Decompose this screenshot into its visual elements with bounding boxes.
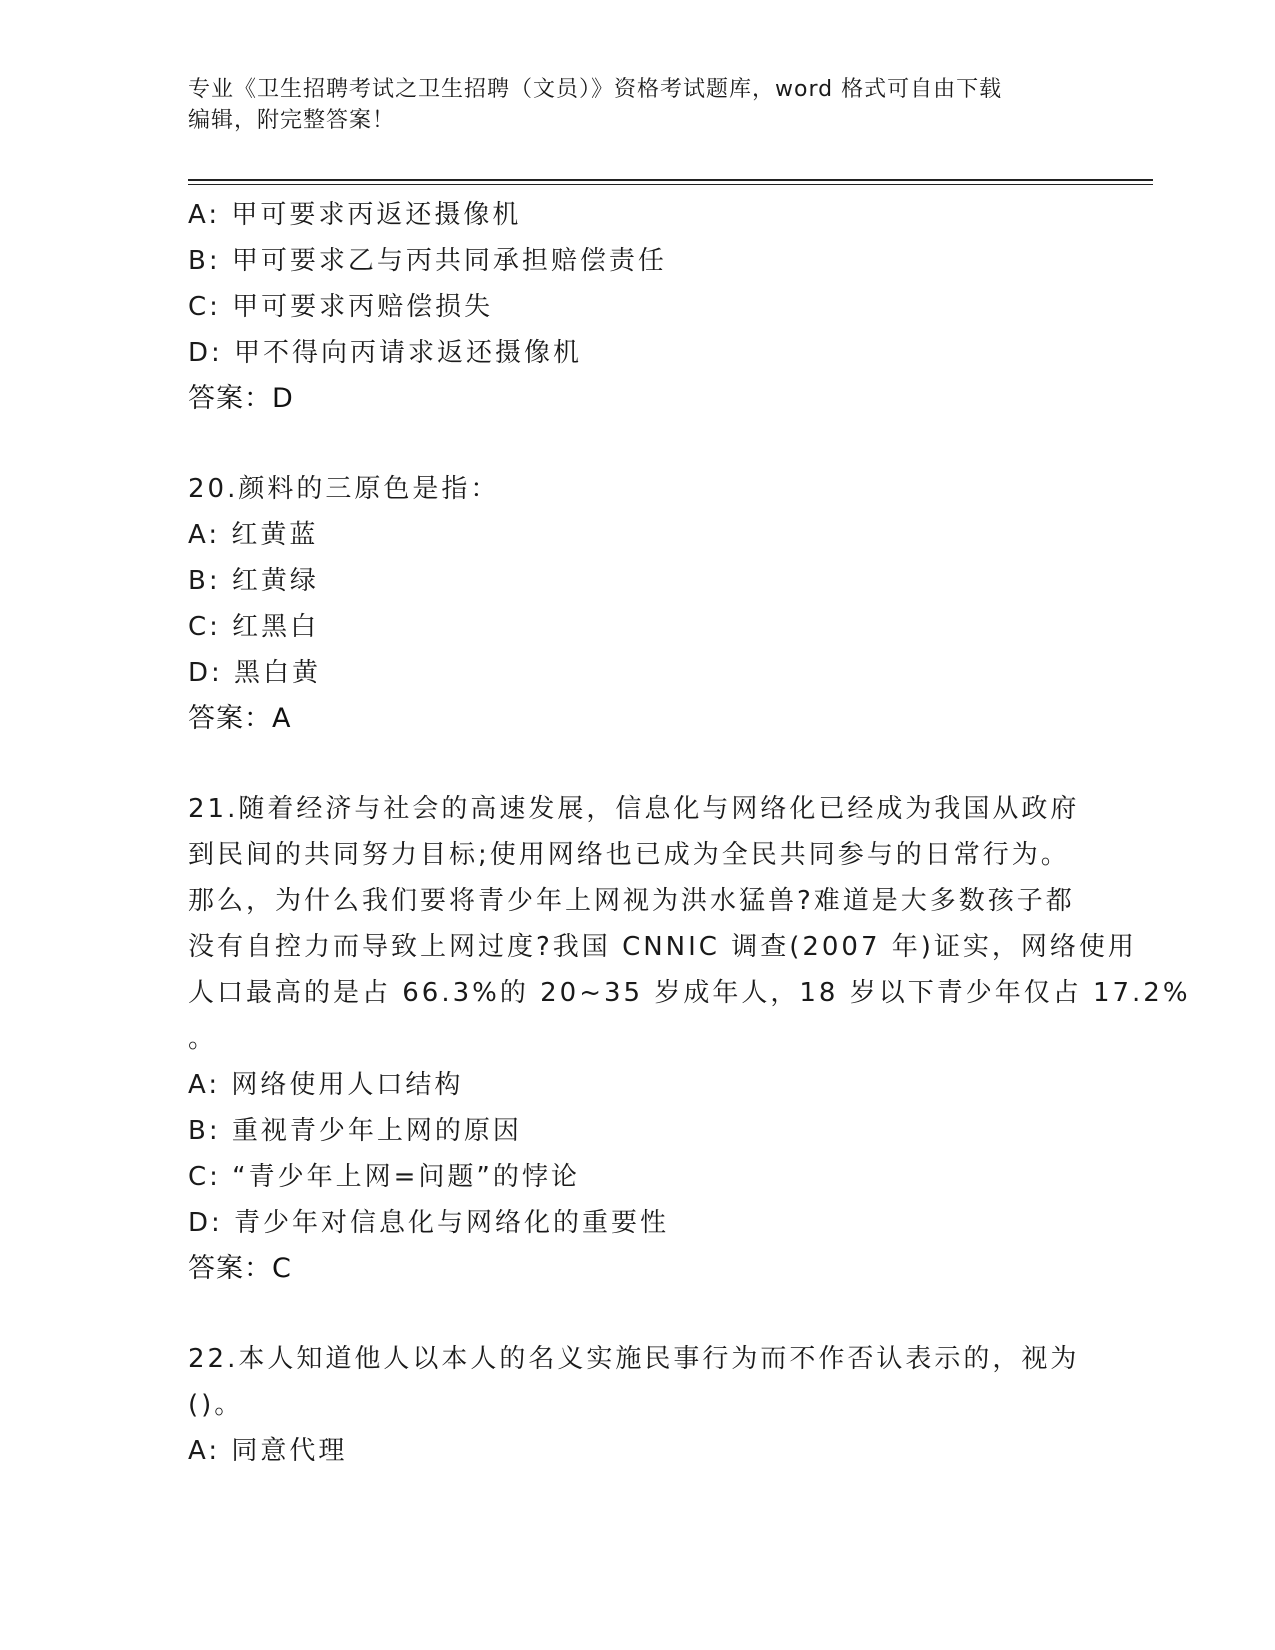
question-text-line: 22.本人知道他人以本人的名义实施民事行为而不作否认表示的，视为 xyxy=(188,1344,1080,1374)
option-c: C: 红黑白 xyxy=(188,612,320,642)
answer: 答案：A xyxy=(188,703,292,734)
spacer xyxy=(188,742,1088,786)
document-header xyxy=(188,74,1088,136)
option-d: D: 甲不得向丙请求返还摄像机 xyxy=(188,338,583,368)
question-text-line: ()。 xyxy=(188,1390,244,1420)
option-b: B: 重视青少年上网的原因 xyxy=(188,1116,522,1146)
answer: 答案：C xyxy=(188,1253,292,1284)
option-a: A: 网络使用人口结构 xyxy=(188,1070,464,1100)
question-block-21 xyxy=(188,786,1191,1292)
option-a: A: 红黄蓝 xyxy=(188,520,319,550)
option-d: D: 青少年对信息化与网络化的重要性 xyxy=(188,1208,670,1238)
question-text: 20.颜料的三原色是指： xyxy=(188,474,500,504)
question-text-line: 21.随着经济与社会的高速发展，信息化与网络化已经成为我国从政府 xyxy=(188,794,1080,824)
question-content xyxy=(188,192,1191,1474)
question-text-line: 。 xyxy=(188,1024,218,1054)
spacer xyxy=(188,1292,1088,1336)
option-a: A: 甲可要求丙返还摄像机 xyxy=(188,200,522,230)
option-b: B: 甲可要求乙与丙共同承担赔偿责任 xyxy=(188,246,667,276)
option-b: B: 红黄绿 xyxy=(188,566,319,596)
header-divider xyxy=(188,179,1153,181)
option-d: D: 黑白黄 xyxy=(188,658,322,688)
spacer xyxy=(188,422,1088,466)
question-text-line: 没有自控力而导致上网过度?我国 CNNIC 调查(2007 年)证实，网络使用 xyxy=(188,932,1137,962)
header-line-1: 专业《卫生招聘考试之卫生招聘（文员）》资格考试题库，word 格式可自由下载 xyxy=(188,77,1003,102)
answer: 答案：D xyxy=(188,383,294,414)
question-block-19 xyxy=(188,192,1088,422)
option-c: C: 甲可要求丙赔偿损失 xyxy=(188,292,494,322)
question-block-20 xyxy=(188,466,1088,742)
question-block-22 xyxy=(188,1336,1088,1474)
header-line-2: 编辑，附完整答案！ xyxy=(188,108,396,133)
option-c: C: “青少年上网=问题”的悖论 xyxy=(188,1162,580,1192)
option-a: A: 同意代理 xyxy=(188,1436,348,1466)
question-text-line: 到民间的共同努力目标;使用网络也已成为全民共同参与的日常行为。 xyxy=(188,840,1070,870)
header-divider-thin xyxy=(188,184,1153,185)
question-text-line: 人口最高的是占 66.3%的 20~35 岁成年人，18 岁以下青少年仅占 17.2% xyxy=(188,978,1191,1008)
question-text-line: 那么，为什么我们要将青少年上网视为洪水猛兽?难道是大多数孩子都 xyxy=(188,886,1075,916)
